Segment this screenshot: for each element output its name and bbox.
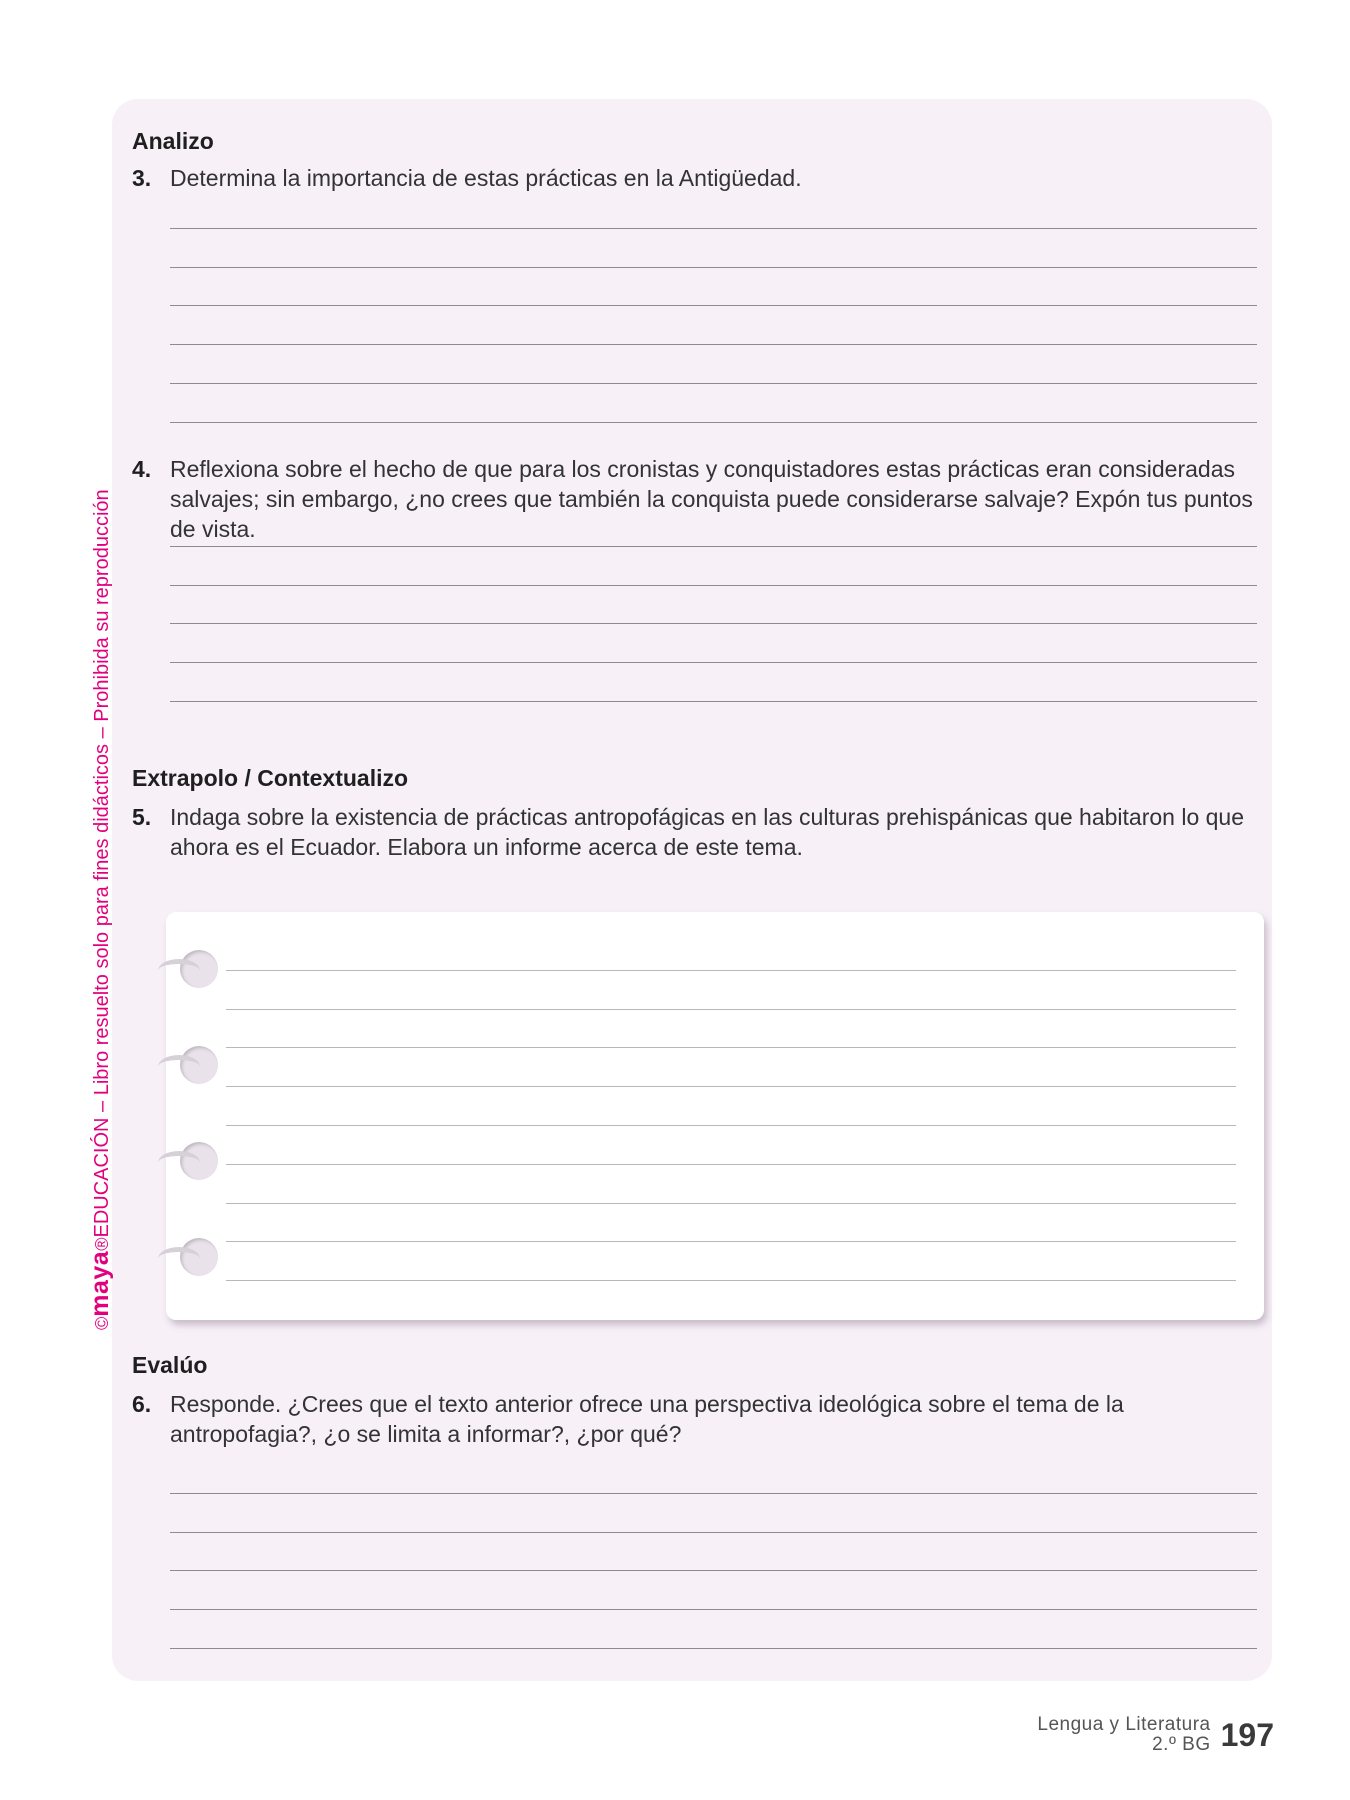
spiral-ring-icon [158,1238,212,1278]
answer-line[interactable] [170,345,1257,384]
registered-symbol: ® [92,1237,112,1251]
footer-subject [1037,1715,1210,1755]
copyright-symbol: © [92,1316,112,1330]
section-heading-extrapolo: Extrapolo / Contextualizo [132,765,409,791]
answer-line[interactable] [226,971,1236,1010]
answer-area-3[interactable] [170,190,1257,423]
question-number: 5. [132,804,152,830]
answer-line[interactable] [170,268,1257,307]
spiral-ring-icon [158,950,212,990]
question-text: Indaga sobre la existencia de prácticas antropofágicas en las culturas prehispánicas que habitaron lo que ahora es el Ecuador. Elabora un informe acerca de este tema. [170,804,1245,860]
answer-line[interactable] [170,190,1257,229]
answer-area-4[interactable] [170,508,1257,702]
section-heading-evaluo: Evalúo [132,1352,208,1378]
question-3 [132,163,1272,193]
question-5 [132,802,1272,862]
question-number: 6. [132,1391,152,1417]
answer-line[interactable] [170,1571,1257,1610]
page-footer [1037,1715,1274,1755]
answer-line[interactable] [226,1010,1236,1049]
answer-line[interactable] [170,1494,1257,1533]
answer-line[interactable] [226,1087,1236,1126]
copyright-side-note [86,489,115,1330]
notebook-answer-card[interactable] [166,912,1264,1320]
question-6 [132,1389,1272,1449]
question-text: Reflexiona sobre el hecho de que para los cronistas y conquistadores estas prácticas eran consideradas salvajes; sin embargo, ¿no crees que también la conquista puede considerarse salvaje? Expón tus puntos de vista. [170,456,1253,542]
brand-logo: maya [86,1250,114,1317]
answer-line[interactable] [226,1048,1236,1087]
grade-label: 2.º BG [1152,1734,1211,1755]
answer-line[interactable] [170,624,1257,663]
answer-line[interactable] [226,1165,1236,1204]
answer-line[interactable] [170,1610,1257,1649]
question-text: Determina la importancia de estas prácticas en la Antigüedad. [170,165,802,191]
page-number: 197 [1220,1716,1274,1753]
side-note-text: EDUCACIÓN – Libro resuelto solo para fines didácticos – Prohibida su reproducción [91,489,113,1238]
answer-line[interactable] [226,1204,1236,1243]
answer-line[interactable] [170,384,1257,423]
spiral-ring-icon [158,1046,212,1086]
answer-area-6[interactable] [170,1455,1257,1649]
spiral-ring-icon [158,1142,212,1182]
notebook-lines[interactable] [226,932,1236,1281]
question-number: 4. [132,456,152,482]
answer-line[interactable] [226,932,1236,971]
section-heading-analizo: Analizo [132,128,214,154]
answer-line[interactable] [226,1242,1236,1281]
answer-line[interactable] [170,1533,1257,1572]
question-text: Responde. ¿Crees que el texto anterior ofrece una perspectiva ideológica sobre el tema de la antropofagia?, ¿o se limita a informar?, ¿por qué? [170,1391,1124,1447]
answer-line[interactable] [226,1126,1236,1165]
answer-line[interactable] [170,229,1257,268]
answer-line[interactable] [170,586,1257,625]
subject-name: Lengua y Literatura [1037,1714,1211,1735]
answer-line[interactable] [170,1455,1257,1494]
answer-line[interactable] [170,663,1257,702]
question-number: 3. [132,165,152,191]
answer-line[interactable] [170,306,1257,345]
answer-line[interactable] [170,547,1257,586]
answer-line[interactable] [170,508,1257,547]
